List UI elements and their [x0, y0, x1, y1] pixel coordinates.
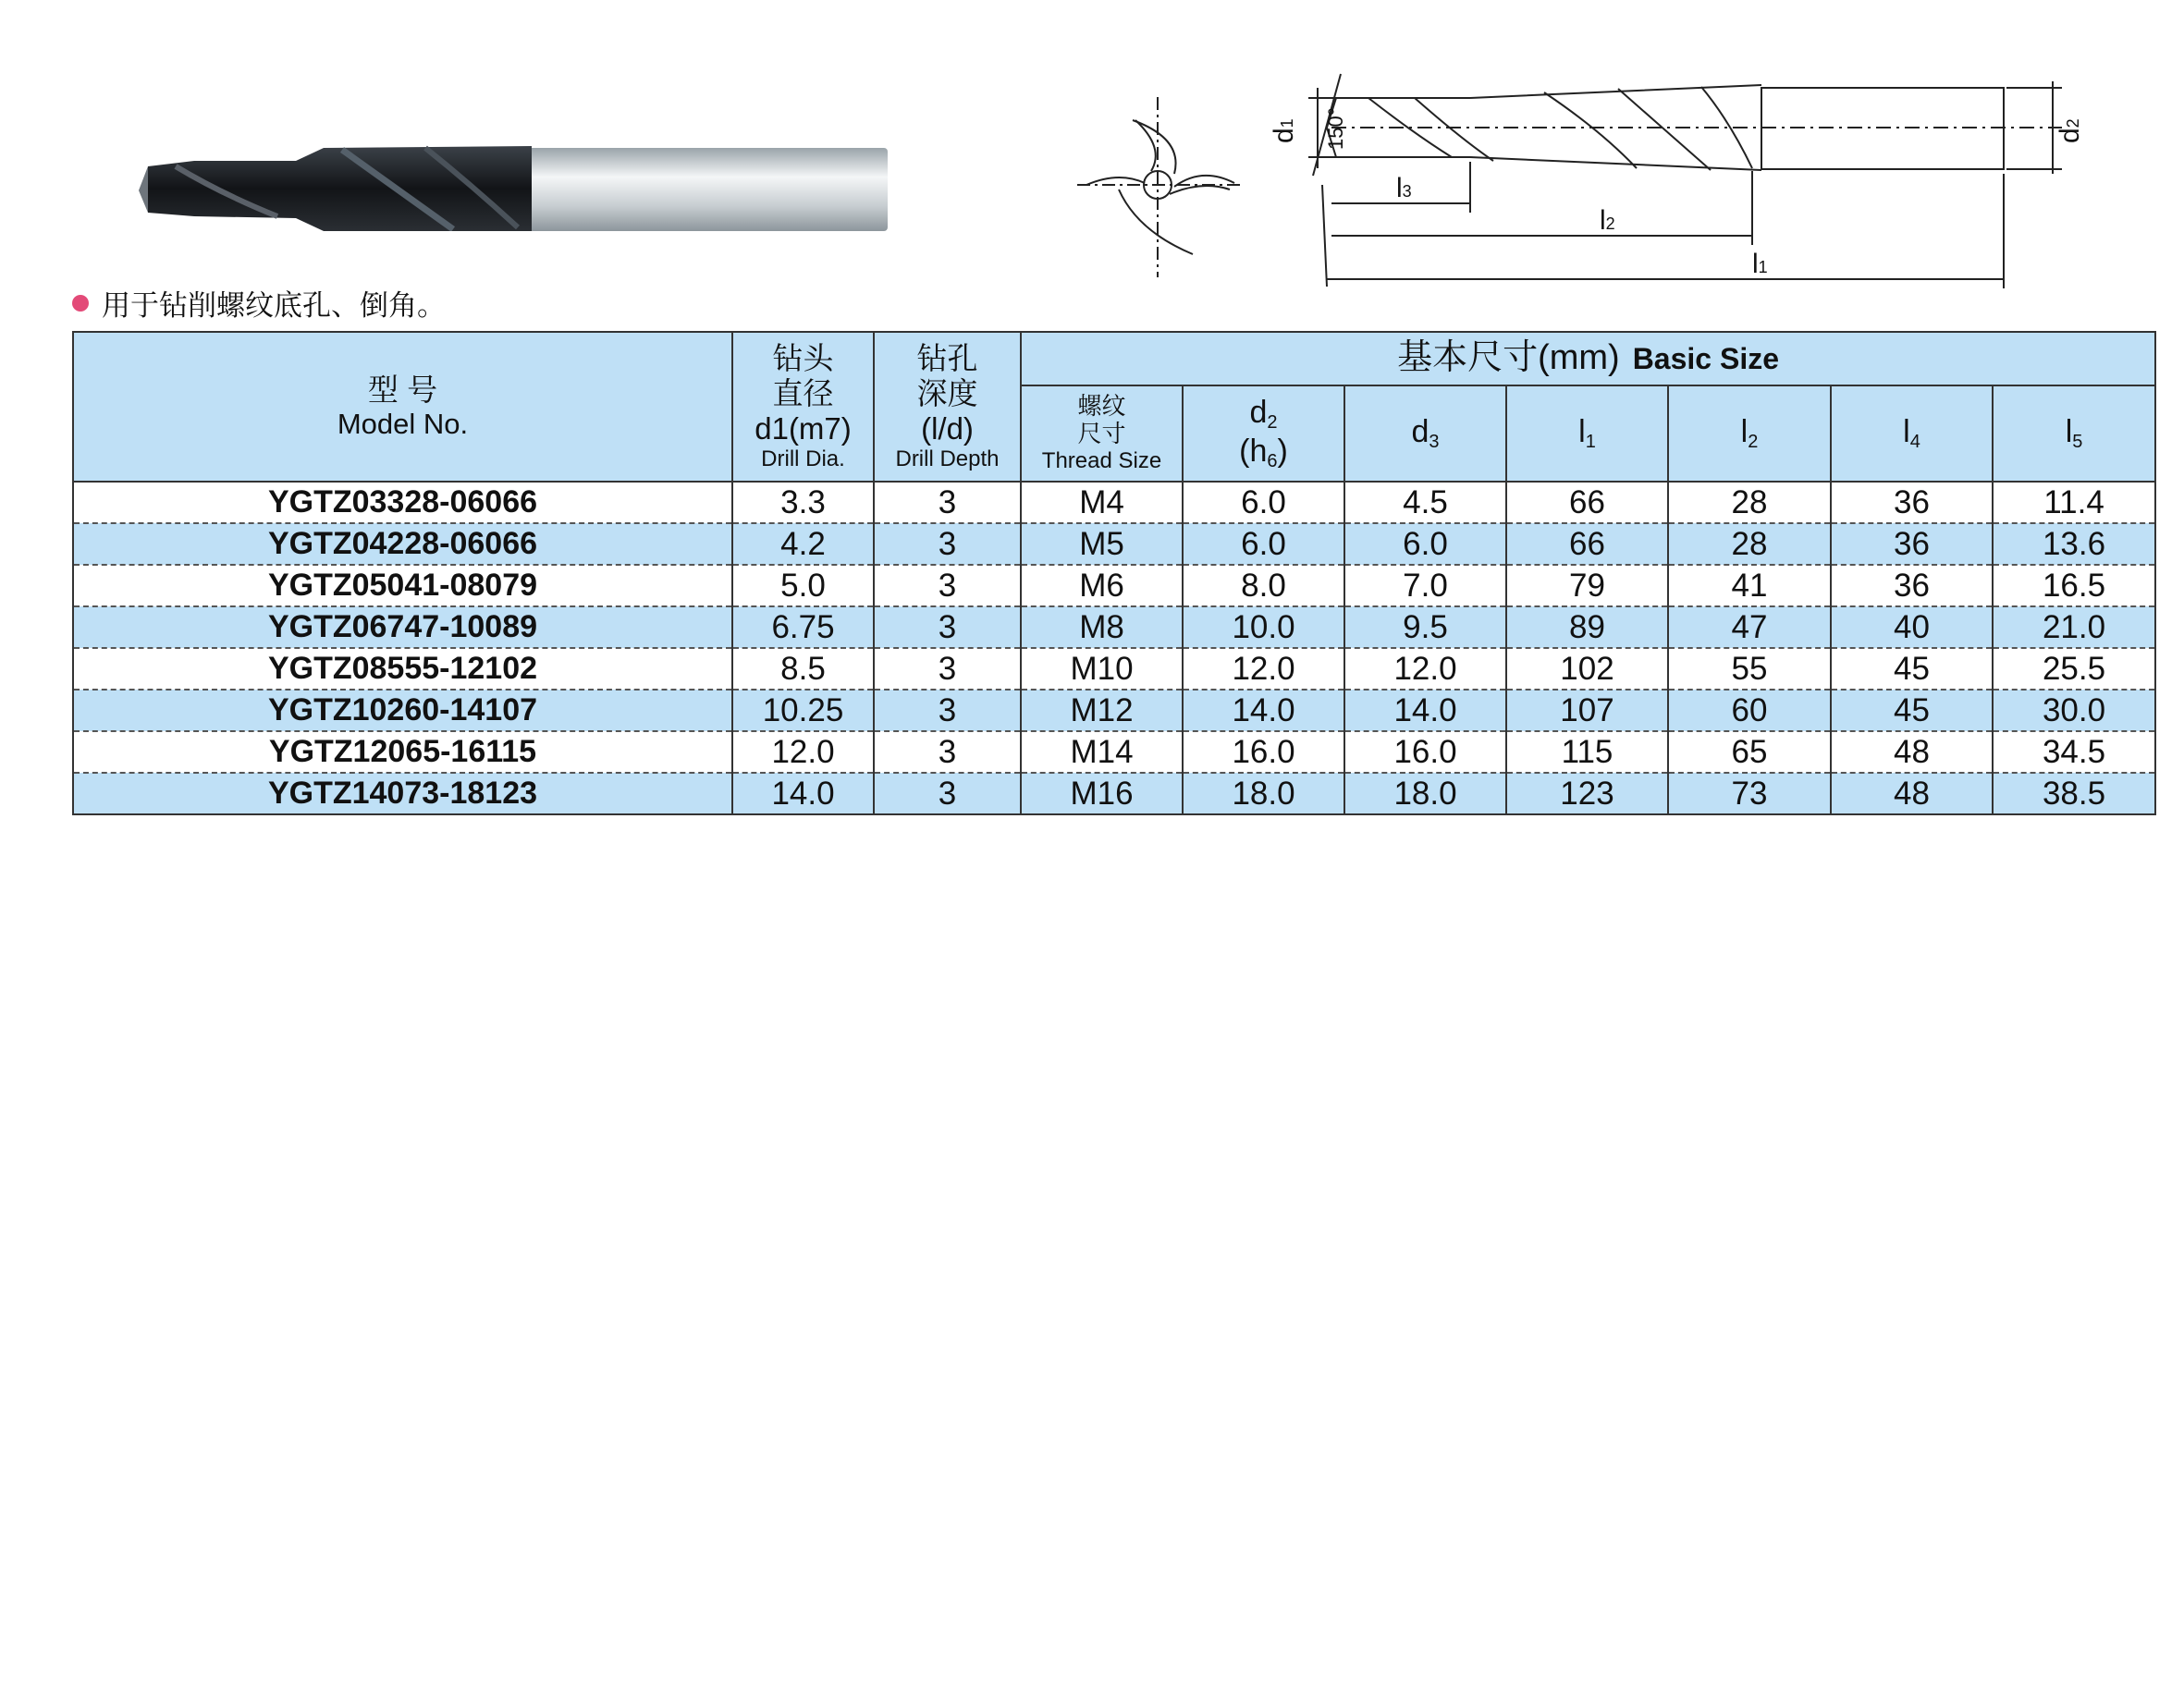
- l2-cell: 55: [1668, 648, 1831, 690]
- thread-cell: M10: [1021, 648, 1183, 690]
- l5-cell: 30.0: [1993, 690, 2155, 731]
- l1-cell: 123: [1506, 773, 1668, 814]
- depth-cell: 3: [874, 482, 1021, 523]
- l1-header: $l_1$: [1506, 385, 1668, 482]
- model-cell: YGTZ06747-10089: [73, 606, 732, 648]
- l5-cell: 16.5: [1993, 565, 2155, 606]
- l1-cell: 79: [1506, 565, 1668, 606]
- d3-cell: 18.0: [1344, 773, 1506, 814]
- d2-cell: 18.0: [1183, 773, 1344, 814]
- d2-cell: 16.0: [1183, 731, 1344, 773]
- thread-cell: M12: [1021, 690, 1183, 731]
- table-row: [73, 606, 2155, 648]
- usage-note: [72, 282, 446, 324]
- l5-cell: 34.5: [1993, 731, 2155, 773]
- l2-cell: 73: [1668, 773, 1831, 814]
- l2-cell: 28: [1668, 482, 1831, 523]
- l1-cell: 115: [1506, 731, 1668, 773]
- model-cell: YGTZ05041-08079: [73, 565, 732, 606]
- d3-header: $d_3$: [1344, 385, 1506, 482]
- dia-cell: 10.25: [732, 690, 874, 731]
- thread-size-header: 螺纹 尺寸 Thread Size: [1021, 385, 1183, 482]
- depth-cell: 3: [874, 523, 1021, 565]
- model-cell: YGTZ03328-06066: [73, 482, 732, 523]
- depth-cell: 3: [874, 690, 1021, 731]
- thread-cell: M5: [1021, 523, 1183, 565]
- l1-label: l1: [1752, 249, 1768, 279]
- model-cell: YGTZ04228-06066: [73, 523, 732, 565]
- depth-cell: 3: [874, 565, 1021, 606]
- table-row: [73, 690, 2155, 731]
- d3-cell: 9.5: [1344, 606, 1506, 648]
- drill-depth-header: 钻孔 深度 (l/d) Drill Depth: [874, 332, 1021, 482]
- basic-size-header: 基本尺寸(mm) Basic Size: [1021, 332, 2155, 385]
- d3-cell: 7.0: [1344, 565, 1506, 606]
- d2-label: d2: [2055, 118, 2085, 143]
- table-row: [73, 523, 2155, 565]
- depth-cell: 3: [874, 773, 1021, 814]
- l4-cell: 48: [1831, 773, 1993, 814]
- depth-cell: 3: [874, 648, 1021, 690]
- d2-cell: 8.0: [1183, 565, 1344, 606]
- l2-cell: 60: [1668, 690, 1831, 731]
- l4-cell: 45: [1831, 690, 1993, 731]
- d2-cell: 6.0: [1183, 482, 1344, 523]
- model-cell: YGTZ12065-16115: [73, 731, 732, 773]
- l1-cell: 66: [1506, 523, 1668, 565]
- l1-cell: 102: [1506, 648, 1668, 690]
- table-row: [73, 648, 2155, 690]
- l3-label: l3: [1396, 173, 1412, 203]
- model-cell: YGTZ10260-14107: [73, 690, 732, 731]
- table-row: [73, 731, 2155, 773]
- side-view: [1308, 74, 2062, 288]
- l2-cell: 65: [1668, 731, 1831, 773]
- l1-cell: 66: [1506, 482, 1668, 523]
- d3-cell: 16.0: [1344, 731, 1506, 773]
- l2-cell: 28: [1668, 523, 1831, 565]
- dia-cell: 12.0: [732, 731, 874, 773]
- l4-cell: 36: [1831, 565, 1993, 606]
- model-cell: YGTZ14073-18123: [73, 773, 732, 814]
- d2-cell: 10.0: [1183, 606, 1344, 648]
- thread-cell: M16: [1021, 773, 1183, 814]
- d3-cell: 12.0: [1344, 648, 1506, 690]
- step-drill-photo: [139, 139, 888, 231]
- dia-cell: 3.3: [732, 482, 874, 523]
- d3-cell: 4.5: [1344, 482, 1506, 523]
- l2-header: $l_2$: [1668, 385, 1831, 482]
- table-row: [73, 565, 2155, 606]
- d3-cell: 14.0: [1344, 690, 1506, 731]
- depth-cell: 3: [874, 731, 1021, 773]
- usage-note-text: 用于钻削螺纹底孔、倒角。: [102, 289, 446, 322]
- bullet-icon: [72, 295, 89, 312]
- l5-cell: 13.6: [1993, 523, 2155, 565]
- spec-table: [72, 331, 2156, 815]
- dia-cell: 6.75: [732, 606, 874, 648]
- l2-cell: 47: [1668, 606, 1831, 648]
- l2-label: l2: [1600, 205, 1615, 236]
- thread-cell: M14: [1021, 731, 1183, 773]
- l5-cell: 21.0: [1993, 606, 2155, 648]
- thread-cell: M4: [1021, 482, 1183, 523]
- model-header: 型 号 Model No.: [73, 332, 732, 482]
- l5-cell: 25.5: [1993, 648, 2155, 690]
- l4-header: $l_4$: [1831, 385, 1993, 482]
- thread-cell: M6: [1021, 565, 1183, 606]
- l1-cell: 107: [1506, 690, 1668, 731]
- l4-cell: 36: [1831, 523, 1993, 565]
- dia-cell: 8.5: [732, 648, 874, 690]
- l5-cell: 11.4: [1993, 482, 2155, 523]
- dia-cell: 5.0: [732, 565, 874, 606]
- dia-cell: 4.2: [732, 523, 874, 565]
- table-row: [73, 482, 2155, 523]
- model-cell: YGTZ08555-12102: [73, 648, 732, 690]
- l5-header: $l_5$: [1993, 385, 2155, 482]
- d1-label: d1: [1269, 118, 1299, 143]
- depth-cell: 3: [874, 606, 1021, 648]
- drill-technical-drawing: [1063, 65, 2099, 305]
- l4-cell: 45: [1831, 648, 1993, 690]
- d2-header: $d_2$ $(h_6)$: [1183, 385, 1344, 482]
- d2-cell: 12.0: [1183, 648, 1344, 690]
- l4-cell: 48: [1831, 731, 1993, 773]
- angle-label: 150°: [1324, 107, 1347, 150]
- l5-cell: 38.5: [1993, 773, 2155, 814]
- drill-dia-header: 钻头 直径 d1(m7) Drill Dia.: [732, 332, 874, 482]
- l2-cell: 41: [1668, 565, 1831, 606]
- table-row: [73, 773, 2155, 814]
- d2-cell: 6.0: [1183, 523, 1344, 565]
- l1-cell: 89: [1506, 606, 1668, 648]
- d3-cell: 6.0: [1344, 523, 1506, 565]
- l4-cell: 36: [1831, 482, 1993, 523]
- d2-cell: 14.0: [1183, 690, 1344, 731]
- dia-cell: 14.0: [732, 773, 874, 814]
- cross-section-view: [1077, 97, 1244, 277]
- l4-cell: 40: [1831, 606, 1993, 648]
- thread-cell: M8: [1021, 606, 1183, 648]
